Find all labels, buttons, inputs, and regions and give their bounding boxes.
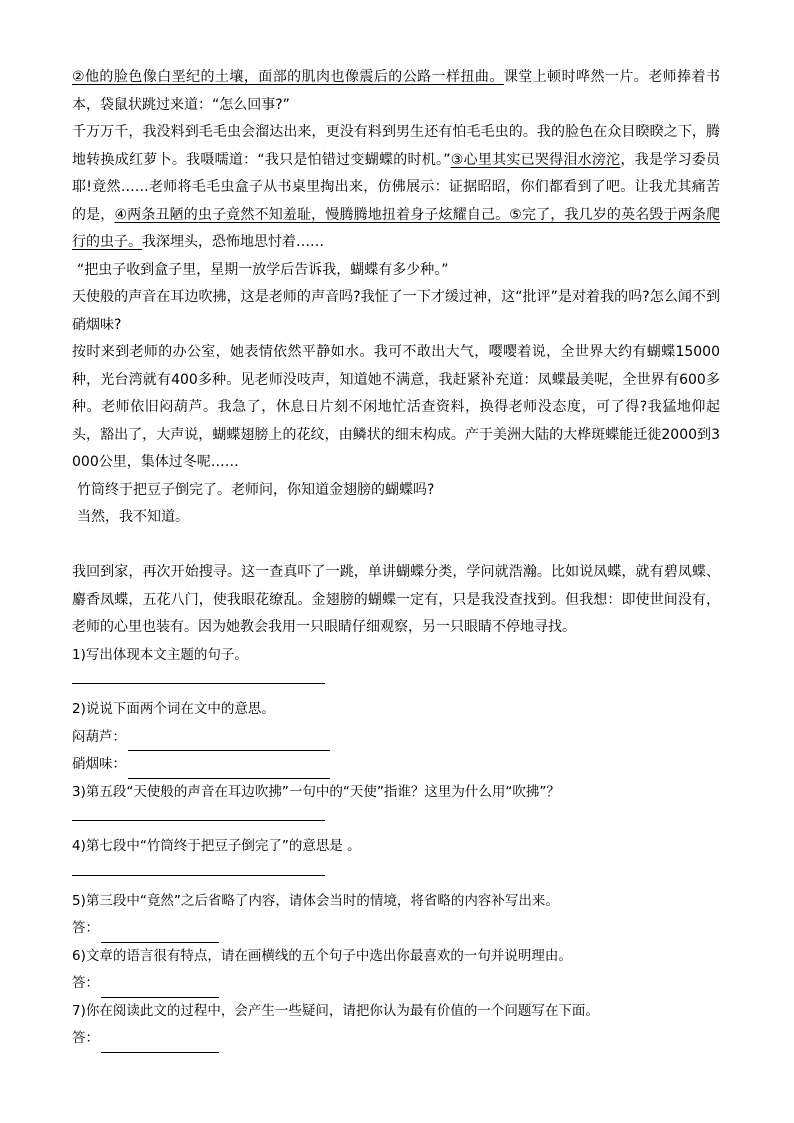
underlined-sentence-4: ④两条丑陋的虫子竟然不知羞耻，慢腾腾地扭着身子炫耀自己。 [114,206,510,223]
question-2a [72,724,720,752]
paragraph-2 [72,119,720,257]
answer-blank-5[interactable] [101,924,219,943]
question-2b [72,751,720,779]
question-3: 3)第五段“天使般的声音在耳边吹拂”一句中的“天使”指谁？这里为什么用“吹拂”？ [72,783,560,800]
paragraph-2-text-c: 我深埋头，恐怖地思忖着…… [142,234,324,250]
answer-line-1[interactable] [72,669,325,684]
answer-blank-2b[interactable] [128,760,330,779]
answer-line-4[interactable] [72,861,325,876]
question-7: 7)你在阅读此文的过程中，会产生一些疑问，请把你认为最有价值的一个问题写在下面。 [72,1002,599,1019]
underlined-sentence-3: ③心里其实已哭得泪水滂沱 [450,151,621,168]
underlined-sentence-5: ⑤完了，我几岁的英名毁于两条爬行的虫子。 [72,206,720,250]
paragraph-1 [72,64,720,119]
paragraph-8: 我回到家，再次开始搜寻。这一查真吓了一跳，单讲蝴蝶分类，学问就浩瀚。比如说凤蝶，就有碧凤蝶、麝香凤蝶，五花八门，使我眼花缭乱。金翅膀的蝴蝶一定有，只是我没查找到。但我想：即使世间没有，老师的心里也装有。因为她教会我用一只眼睛仔细观察，另一只眼睛不停地寻找。 [72,564,720,635]
paragraph-2-text-a: 千万万千，我没料到毛毛虫会溜达出来，更没有料到男生还有怕毛毛虫的。我的脸色在众目睽睽之下，腾地转换成红萝卜。我嗫嚅道：“我只是怕错过变蝴蝶的时机。” [72,124,720,168]
answer-7 [72,1025,720,1053]
answer-blank-6[interactable] [101,979,219,998]
question-6: 6)文章的语言很有特点，请在画横线的五个句子中选出你最喜欢的一句并说明理由。 [72,947,572,964]
paragraph-1-text: 课堂上顿时哗然一片。老师捧着书本，袋鼠状跳过来道：“怎么回事?” [72,69,720,113]
answer-blank-2a[interactable] [128,732,330,751]
paragraph-6: 竹筒终于把豆子倒完了。老师问，你知道金翅膀的蝴蝶吗? [77,481,435,498]
question-2a-label: 闷葫芦： [72,728,126,745]
paragraph-5: 按时来到老师的办公室，她表情依然平静如水。我可不敢出大气，嘤嘤着说，全世界大约有蝴蝶15000种，光台湾就有400多种。见老师没吱声，知道她不满意，我赶紧补充道：凤蝶最美呢，全世界有600多种。老师依旧闷葫芦。我急了，休息日片刻不闲地忙活查资料，换得老师没态度，可了得?我猛地仰起头，豁出了，大声说，蝴蝶翅膀上的花纹，由鳞状的细末构成。产于美洲大陆的大桦斑蝶能迁徙2000到3000公里，集体过冬呢…… [72,344,720,470]
paragraph-7: 当然，我不知道。 [77,509,189,525]
question-4: 4)第七段中“竹筒终于把豆子倒完了”的意思是 。 [72,838,361,854]
underlined-sentence-2: ②他的脸色像白垩纪的土壤，面部的肌肉也像震后的公路一样扭曲。 [72,69,504,85]
answer-7-label: 答： [72,1030,99,1046]
answer-6-label: 答： [72,975,99,991]
answer-5-label: 答： [72,920,99,936]
question-1: 1)写出体现本文主题的句子。 [72,646,248,663]
answer-blank-7[interactable] [101,1034,219,1053]
answer-line-3[interactable] [72,806,325,821]
paragraph-3: “把虫子收到盒子里，星期一放学后告诉我，蝴蝶有多少种。” [77,261,449,278]
question-2: 2)说说下面两个词在文中的意思。 [72,701,275,717]
question-2b-label: 硝烟味： [72,756,126,772]
reading-passage [72,64,720,1053]
question-5: 5)第三段中“竟然”之后省略了内容，请体会当时的情境，将省略的内容补写出来。 [72,892,559,909]
spacer [72,532,720,560]
paragraph-4: 天使般的声音在耳边吹拂，这是老师的声音吗?我怔了一下才缓过神，这“批评”是对着我的吗?怎么闻不到硝烟味? [72,289,720,333]
paragraph-2-text-b: ，我是学习委员耶!竟然……老师将毛毛虫盒子从书桌里掏出来，仿佛展示：证据昭昭，你们都看到了吧。让我尤其痛苦的是， [72,151,720,223]
answer-5 [72,915,720,943]
answer-6 [72,970,720,998]
